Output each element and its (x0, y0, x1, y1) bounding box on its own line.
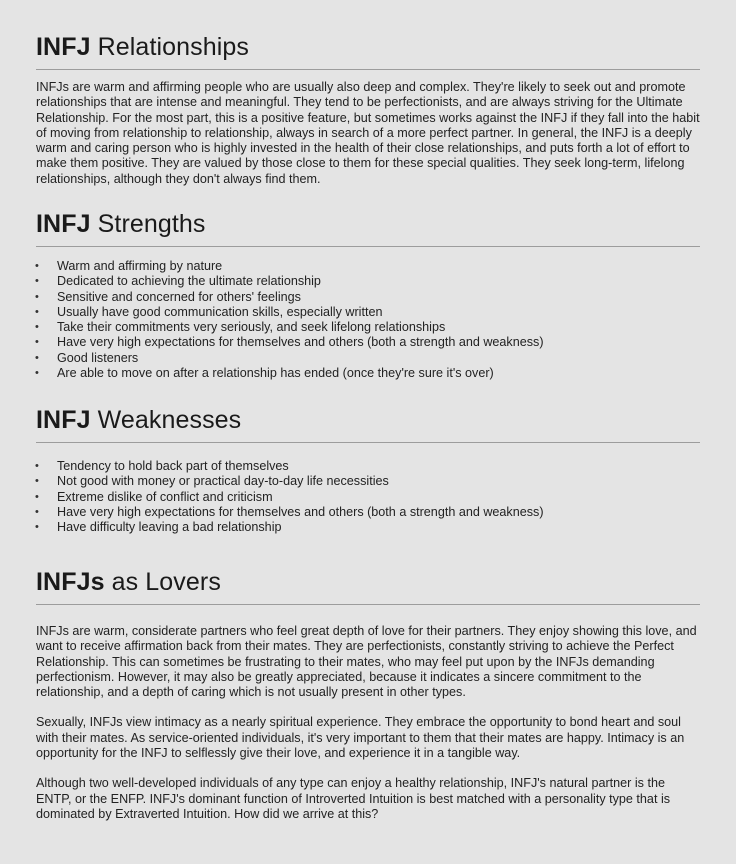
divider (36, 442, 700, 443)
heading-bold: INFJ (36, 210, 91, 238)
relationships-section (36, 32, 700, 187)
list-item: • Take their commitments very seriously, and seek lifelong relationships (36, 320, 700, 335)
strengths-list (36, 259, 700, 381)
weaknesses-section (36, 405, 700, 535)
divider (36, 604, 700, 605)
list-item: • Have very high expectations for themselves and others (both a strength and weakness) (36, 505, 700, 520)
list-item: • Tendency to hold back part of themselves (36, 459, 700, 474)
weaknesses-list (36, 459, 700, 535)
relationships-heading (36, 32, 700, 62)
heading-bold: INFJ (36, 33, 91, 61)
lovers-paragraph: INFJs are warm, considerate partners who feel great depth of love for their partners. They enjoy showing this love, and want to receive affirmation back from their mates. They are perfectionists, constantly striving to achieve the Perfect Relationship. This can sometimes be frustrating to their mates, who may feel put upon by the INFJs demanding perfectionism. However, it may also be greatly appreciated, because it indicates a sincere commitment to the relationship, and a depth of caring which is not usually present in other types. (36, 624, 697, 700)
list-item: • Usually have good communication skills, especially written (36, 305, 700, 320)
list-item: • Warm and affirming by nature (36, 259, 700, 274)
lovers-heading (36, 567, 700, 597)
list-item: • Sensitive and concerned for others' feelings (36, 290, 700, 305)
lovers-section (36, 567, 700, 822)
lovers-paragraph: Although two well-developed individuals of any type can enjoy a healthy relationship, INFJ's natural partner is the ENTP, or the ENFP. INFJ's dominant function of Introverted Intuition is best matched with a personality type that is dominated by Extraverted Intuition. How did we arrive at this? (36, 776, 671, 821)
list-item: • Good listeners (36, 351, 700, 366)
heading-bold: INFJs (36, 568, 105, 596)
list-item: • Have very high expectations for themselves and others (both a strength and weakness) (36, 335, 700, 350)
strengths-section (36, 209, 700, 381)
heading-bold: INFJ (36, 406, 91, 434)
strengths-heading (36, 209, 700, 239)
lovers-paragraph: Sexually, INFJs view intimacy as a nearly spiritual experience. They embrace the opportunity to bond heart and soul with their mates. As service-oriented individuals, it's very important to them that their mates are happy. Intimacy is an opportunity for the INFJ to selflessly give their love, and experience it in a tangible way. (36, 715, 685, 761)
list-item: • Are able to move on after a relationship has ended (once they're sure it's over) (36, 366, 700, 381)
relationships-paragraph: INFJs are warm and affirming people who are usually also deep and complex. They're likely to seek out and promote relationships that are intense and meaningful. They tend to be perfectionists, and are always striving for the Ultimate Relationship. For the most part, this is a positive feature, but sometimes works against the INFJ if they fall into the habit of moving from relationship to relationship, always in search of a more perfect partner. In general, the INFJ is a deeply warm and caring person who is highly invested in the health of their close relationships, and puts forth a lot of effort to make them positive. They are valued by those close to them for these special qualities. They seek long-term, lifelong relationships, although they don't always find them. (36, 80, 700, 186)
heading-rest: Relationships (90, 33, 250, 61)
divider (36, 246, 700, 247)
heading-rest: Strengths (90, 210, 206, 238)
heading-rest: Weaknesses (90, 406, 242, 434)
list-item: • Not good with money or practical day-to-day life necessities (36, 474, 700, 489)
heading-rest: as Lovers (104, 568, 221, 596)
list-item: • Have difficulty leaving a bad relationship (36, 520, 700, 535)
list-item: • Extreme dislike of conflict and criticism (36, 490, 700, 505)
weaknesses-heading (36, 405, 700, 435)
list-item: • Dedicated to achieving the ultimate relationship (36, 274, 700, 289)
divider (36, 69, 700, 70)
